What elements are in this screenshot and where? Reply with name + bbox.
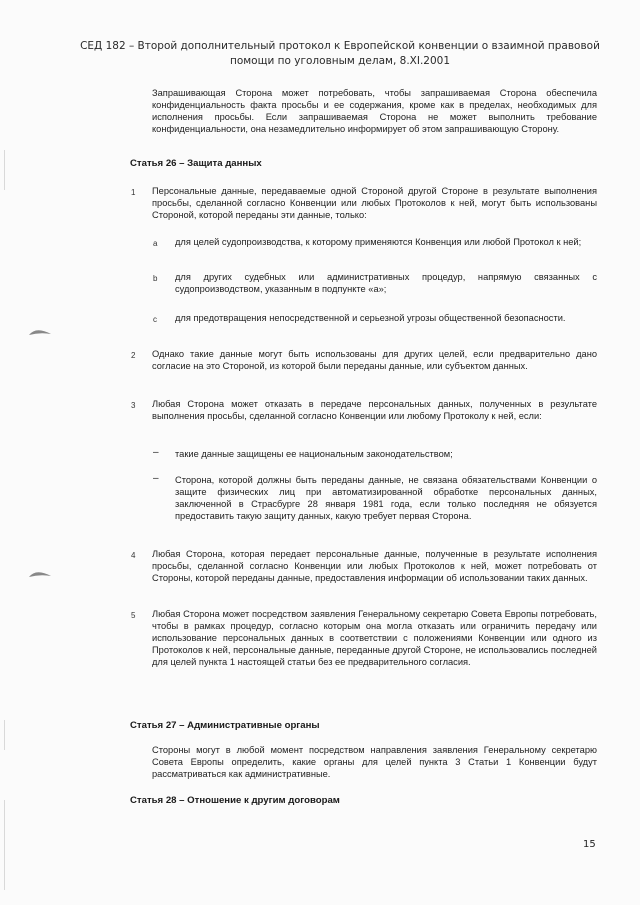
item-number: 1 (131, 188, 136, 197)
header-line-2: помощи по уголовным делам, 8.XI.2001 (229, 55, 451, 67)
article-26-paragraph-5: Любая Сторона может посредством заявления Генеральному секретарю Совета Европы потребовать, чтобы в рамках процедур, согласно которым она могла отказать или ограничить передачу или использование персональных данных в соответствии с положениями Конвенции или одного из Протоколов к ней, персональные данные, переданные другой Стороне, не использовались последней для целей пункта 1 настоящей статьи без ее предварительного согласия. (152, 609, 597, 668)
article-26-dash-1: такие данные защищены ее национальным законодательством; (175, 449, 453, 459)
dash-bullet: – (153, 473, 159, 484)
dash-bullet: – (153, 447, 159, 458)
article-26-subitem-b: для других судебных или административных процедур, напрямую связанных с судопроизводством, указанным в подпункте «a»; (175, 272, 597, 295)
subitem-letter: b (153, 274, 158, 283)
article-26-paragraph-3: Любая Сторона может отказать в передаче персональных данных, полученных в результате выполнения просьбы, сделанной согласно Конвенции или любому Протоколу к ней, если: (152, 399, 597, 422)
punch-hole-mark-icon (28, 565, 52, 575)
subitem-letter: c (153, 315, 157, 324)
header-line-1: СЕД 182 – Второй дополнительный протокол к Европейской конвенции о взаимной правовой (80, 40, 600, 52)
article-28-heading: Статья 28 – Отношение к другим договорам (130, 795, 340, 806)
intro-paragraph: Запрашивающая Сторона может потребовать, чтобы запрашиваемая Сторона обеспечила конфиденциальность факта просьбы и ее содержания, кроме как в пределах, необходимых для исполнения просьбы. Если запрашиваемая Сторона не может выполнить требование конфиденциальности, она незамедлительно информирует об этом запрашивающую Сторону. (152, 88, 597, 135)
item-number: 3 (131, 401, 136, 410)
scan-artifact (4, 150, 5, 190)
article-26-subitem-a: для целей судопроизводства, к которому применяются Конвенция или любой Протокол к ней; (175, 237, 582, 247)
scan-artifact (4, 800, 5, 890)
punch-hole-mark-icon (28, 323, 52, 333)
article-26-paragraph-4: Любая Сторона, которая передает персональные данные, полученные в результате исполнения просьбы, сделанной согласно Конвенции или любых Протоколов к ней, может потребовать от Стороны, которой переданы данные, предоставления информации об использовании таких данных. (152, 549, 597, 584)
item-number: 2 (131, 351, 136, 360)
page-number: 15 (583, 839, 596, 850)
scan-artifact (4, 720, 5, 750)
article-26-subitem-c: для предотвращения непосредственной и серьезной угрозы общественной безопасности. (175, 313, 566, 323)
article-26-paragraph-1: Персональные данные, передаваемые одной Стороной другой Стороне в результате выполнения просьбы, сделанной согласно Конвенции или любых Протоколов к ней, могут быть использованы Стороной, которой переданы эти данные, только: (152, 186, 597, 221)
item-number: 5 (131, 611, 136, 620)
article-26-dash-2: Сторона, которой должны быть переданы данные, не связана обязательствами Конвенции о защите физических лиц при автоматизированной обработке персональных данных, заключенной в Страсбурге 28 января 1981 года, если только последняя не обязуется предоставить такую защиту данных, какую требует первая Сторона. (175, 475, 597, 522)
article-27-heading: Статья 27 – Административные органы (130, 720, 320, 731)
article-26-paragraph-2: Однако такие данные могут быть использованы для других целей, если предварительно дано согласие на это Стороной, из которой были переданы данные, или субъектом данных. (152, 349, 597, 372)
subitem-letter: a (153, 239, 158, 248)
article-26-heading: Статья 26 – Защита данных (130, 158, 262, 169)
article-27-paragraph: Стороны могут в любой момент посредством направления заявления Генеральному секретарю Совета Европы определить, какие органы для целей пункта 3 Статьи 1 Конвенции будут рассматриваться как административные. (152, 745, 597, 780)
document-header (80, 39, 600, 69)
item-number: 4 (131, 551, 136, 560)
